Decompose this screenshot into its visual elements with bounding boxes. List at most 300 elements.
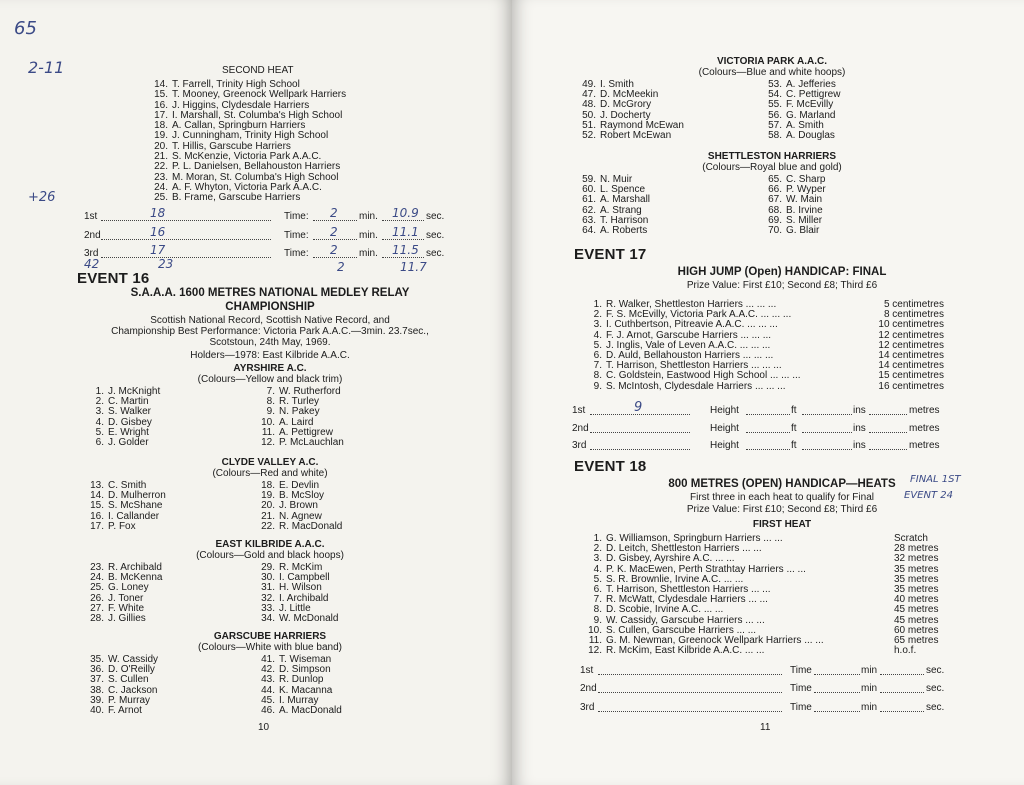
height-dots	[746, 424, 790, 433]
entry-name: F. J. Arnot, Garscube Harriers ... ... ...	[606, 329, 772, 341]
result-dots	[101, 231, 271, 240]
entry-number: 16.	[154, 99, 168, 111]
team-colours: (Colours—White with blue band)	[198, 642, 342, 653]
entry-handicap: 40 metres	[894, 594, 939, 606]
runner-number: 4.	[95, 416, 104, 428]
handwritten-note-side: +26	[28, 190, 56, 205]
runner-number: 48.	[582, 99, 596, 111]
second-heat-title: SECOND HEAT	[222, 65, 294, 76]
min-label: min	[861, 702, 878, 713]
entry-name: P. K. MacEwen, Perth Strathtay Harriers ... ...	[606, 563, 806, 575]
page-11	[512, 0, 1024, 785]
runner-name: N. Pakey	[279, 406, 320, 418]
team-col-1	[84, 481, 166, 532]
event-17-prize: Prize Value: First £10; Second £8; Third £6	[686, 280, 878, 291]
runner-name: J. Docherty	[600, 109, 651, 121]
handwritten-note-top: 65	[14, 18, 37, 39]
result-place: 2nd	[580, 683, 597, 694]
entry-handicap: h.o.f.	[894, 645, 917, 657]
runner-name: A. MacDonald	[279, 704, 342, 716]
entry-number: 12.	[588, 645, 602, 657]
result-place: 1st	[572, 405, 586, 416]
runner-name: K. Macanna	[279, 684, 333, 696]
team-col-2	[255, 655, 342, 716]
ins-label: ins	[853, 423, 866, 434]
runner-number: 39.	[90, 694, 104, 706]
runner-name: D. Mulherron	[108, 490, 166, 502]
runner-name: N. Muir	[600, 174, 633, 185]
sec-label: sec.	[426, 248, 445, 259]
ft-label: ft	[791, 405, 797, 416]
list-item	[255, 614, 338, 624]
runner-name: S. Miller	[786, 214, 823, 226]
runner-name: T. Harrison	[600, 214, 649, 226]
runner-number: 35.	[90, 654, 104, 665]
list-item	[255, 706, 342, 716]
handwritten-total-c: 2	[337, 260, 345, 274]
entry-handicap: 32 metres	[894, 553, 939, 565]
entry-number: 14.	[154, 79, 168, 90]
runner-number: 13.	[90, 480, 104, 491]
result-dots	[598, 703, 782, 712]
runner-name: C. Jackson	[108, 684, 158, 696]
result-place: 1st	[580, 665, 594, 676]
entry-number: 18.	[154, 120, 168, 132]
handwritten-sec: 11.5	[392, 243, 419, 257]
min-dots	[880, 666, 924, 675]
team-name: SHETTLESTON HARRIERS	[707, 151, 837, 162]
entry-number: 21.	[154, 151, 168, 163]
team-name: GARSCUBE HARRIERS	[213, 631, 327, 642]
runner-name: J. Brown	[279, 500, 318, 512]
entry-number: 8.	[593, 604, 602, 616]
list-item	[84, 614, 162, 624]
entry-handicap: Scratch	[894, 533, 928, 544]
list-item	[84, 706, 158, 716]
runner-number: 51.	[582, 119, 596, 131]
entry-number: 1.	[593, 299, 602, 310]
list-item	[255, 522, 342, 532]
entry-name: R. McWatt, Clydesdale Harriers ... ...	[606, 594, 768, 606]
runner-name: I. Callander	[108, 510, 160, 522]
handwritten-total-d: 11.7	[400, 260, 427, 274]
team-name: CLYDE VALLEY A.C.	[221, 457, 319, 468]
runner-number: 46.	[261, 704, 275, 716]
runner-number: 68.	[768, 204, 782, 216]
runner-name: W. McDonald	[279, 612, 339, 624]
entry-name: J. Inglis, Vale of Leven A.A.C. ... ... ...	[606, 339, 771, 351]
entry-name: I. Cuthbertson, Pitreavie A.A.C. ... ... ...	[606, 319, 778, 331]
team-colours: (Colours—Blue and white hoops)	[698, 67, 846, 78]
runner-name: P. Fox	[108, 520, 136, 532]
runner-number: 36.	[90, 664, 104, 676]
runner-number: 23.	[90, 562, 104, 573]
ins-dots	[869, 441, 907, 450]
runner-name: D. Gisbey	[108, 416, 152, 428]
runner-number: 12.	[261, 436, 275, 448]
runner-number: 34.	[261, 612, 275, 624]
runner-name: E. Devlin	[279, 480, 320, 491]
entry-handicap: 16 centimetres	[878, 380, 944, 392]
time-dots	[814, 684, 860, 693]
entry-handicap: 35 metres	[894, 584, 939, 595]
entry-name: G. M. Newman, Greenock Wellpark Harriers ... ...	[606, 635, 824, 646]
min-dots	[880, 703, 924, 712]
runner-number: 62.	[582, 204, 596, 216]
runner-number: 28.	[90, 612, 104, 624]
runner-name: F. Arnot	[108, 704, 142, 716]
entry-name: R. McKim, East Kilbride A.A.C. ... ...	[606, 645, 765, 657]
runner-name: C. Martin	[108, 396, 149, 408]
runner-number: 17.	[90, 520, 104, 532]
runner-number: 15.	[90, 500, 104, 512]
runner-number: 26.	[90, 592, 104, 604]
runner-name: S. McShane	[108, 500, 163, 512]
entry-handicap: 12 centimetres	[878, 329, 944, 341]
entry-number: 3.	[593, 553, 602, 565]
entry-name: P. L. Danielsen, Bellahouston Harriers	[172, 161, 341, 173]
page-number-11: 11	[760, 722, 771, 733]
runner-name: W. Main	[786, 194, 823, 206]
entry-name: A. F. Whyton, Victoria Park A.A.C.	[172, 181, 322, 193]
runner-name: J. McKnight	[108, 386, 161, 397]
runner-number: 18.	[261, 480, 275, 491]
runner-number: 29.	[261, 562, 275, 573]
handwritten-note-heat: 2-11	[28, 58, 65, 77]
runner-name: B. Irvine	[786, 204, 823, 216]
runner-number: 57.	[768, 119, 782, 131]
runner-number: 55.	[768, 99, 782, 111]
list-item	[576, 226, 650, 236]
runner-name: D. McGrory	[600, 99, 652, 111]
runner-name: R. Archibald	[108, 562, 162, 573]
entry-number: 11.	[588, 635, 602, 646]
result-dots	[101, 212, 271, 221]
runner-number: 42.	[261, 664, 275, 676]
runner-number: 27.	[90, 602, 104, 614]
height-dots	[746, 406, 790, 415]
team-name: VICTORIA PARK A.A.C.	[716, 56, 827, 67]
handwritten-total-b: 23	[158, 257, 174, 271]
team-name: AYRSHIRE A.C.	[233, 363, 307, 374]
runner-name: F. White	[108, 602, 145, 614]
entry-number: 7.	[593, 594, 602, 606]
entry-number: 7.	[593, 360, 602, 372]
entry-number: 5.	[593, 339, 602, 351]
runner-number: 69.	[768, 214, 782, 226]
event-17-label: EVENT 17	[574, 246, 647, 263]
ins-dots	[869, 406, 907, 415]
list-item	[762, 226, 826, 236]
team-col-2	[762, 175, 826, 236]
ft-label: ft	[791, 423, 797, 434]
entry-handicap: 14 centimetres	[878, 360, 944, 372]
runner-name: I. Archibald	[279, 592, 329, 604]
ft-dots	[802, 424, 852, 433]
runner-name: A. Roberts	[600, 224, 648, 236]
entry-name: D. Gisbey, Ayrshire A.C. ... ...	[606, 553, 735, 565]
runner-number: 45.	[261, 694, 275, 706]
height-label: Height	[710, 423, 739, 434]
ft-dots	[802, 406, 852, 415]
entry-handicap: 45 metres	[894, 614, 939, 626]
runner-name: R. Dunlop	[279, 674, 324, 686]
runner-number: 65.	[768, 174, 782, 185]
runner-name: C. Sharp	[786, 174, 826, 185]
sec-label: sec.	[426, 230, 445, 241]
runner-name: L. Spence	[600, 184, 646, 196]
runner-number: 37.	[90, 674, 104, 686]
ins-label: ins	[853, 440, 866, 451]
entry-number: 22.	[154, 161, 168, 173]
handwritten-final-note: FINAL 1ST	[910, 474, 961, 485]
runner-name: P. McLauchlan	[279, 436, 344, 448]
runner-name: R. McKim	[279, 562, 323, 573]
runner-name: J. Gillies	[108, 612, 146, 624]
runner-name: C. Pettigrew	[786, 89, 841, 101]
runner-name: G. Blair	[786, 224, 820, 236]
runner-name: G. Marland	[786, 109, 836, 121]
min-label: min.	[359, 211, 378, 222]
result-place: 2nd	[572, 423, 589, 434]
runner-number: 41.	[261, 654, 275, 665]
runner-number: 63.	[582, 214, 596, 226]
time-dots	[814, 666, 860, 675]
runner-name: T. Wiseman	[279, 654, 332, 665]
handwritten-place: 17	[150, 243, 166, 257]
entry-handicap: 65 metres	[894, 635, 939, 646]
ft-dots	[802, 441, 852, 450]
runner-name: A. Pettigrew	[279, 426, 333, 438]
entry-number: 15.	[154, 89, 168, 101]
height-label: Height	[710, 440, 739, 451]
entry-name: S. Cullen, Garscube Harriers ... ...	[606, 624, 757, 636]
runner-number: 1.	[95, 386, 104, 397]
runner-name: J. Toner	[108, 592, 144, 604]
event-16-title: S.A.A.A. 1600 METRES NATIONAL MEDLEY RELAY	[130, 287, 410, 299]
runner-number: 52.	[582, 129, 596, 141]
entry-number: 2.	[593, 543, 602, 555]
runner-number: 54.	[768, 89, 782, 101]
runner-number: 43.	[261, 674, 275, 686]
runner-number: 40.	[90, 704, 104, 716]
event-16-record-1: Scottish National Record, Scottish Native Record, and	[150, 315, 390, 326]
runner-number: 67.	[768, 194, 782, 206]
runner-number: 56.	[768, 109, 782, 121]
time-label: Time	[790, 665, 812, 676]
runner-number: 14.	[90, 490, 104, 502]
entry-name: R. Walker, Shettleston Harriers ... ... ...	[606, 299, 777, 310]
event-17-title: HIGH JUMP (Open) HANDICAP: FINAL	[677, 266, 887, 278]
handwritten-min: 2	[330, 225, 338, 239]
entry-number: 23.	[154, 171, 168, 183]
runner-number: 38.	[90, 684, 104, 696]
entry-handicap: 14 centimetres	[878, 350, 944, 361]
entry-number: 5.	[593, 573, 602, 585]
team-colours: (Colours—Yellow and black trim)	[197, 374, 343, 385]
runner-number: 50.	[582, 109, 596, 121]
entry-number: 19.	[154, 130, 168, 142]
entry-number: 3.	[593, 319, 602, 331]
runner-name: I. Smith	[600, 79, 634, 90]
team-col-2	[762, 80, 840, 141]
min-label: min	[861, 665, 878, 676]
handwritten-event-note: EVENT 24	[904, 490, 953, 501]
runner-name: J. Little	[279, 602, 311, 614]
ft-label: ft	[791, 440, 797, 451]
runner-name: P. Wyper	[786, 184, 826, 196]
result-place: 2nd	[84, 230, 101, 241]
runner-number: 47.	[582, 89, 596, 101]
event-18-label: EVENT 18	[574, 458, 647, 475]
runner-name: A. Marshall	[600, 194, 651, 206]
entry-number: 1.	[593, 533, 602, 544]
entry-name: T. Mooney, Greenock Wellpark Harriers	[172, 89, 347, 101]
entry-handicap: 12 centimetres	[878, 339, 944, 351]
runner-name: W. Cassidy	[108, 654, 159, 665]
entry-number: 4.	[593, 329, 602, 341]
height-dots	[746, 441, 790, 450]
entry-handicap: 45 metres	[894, 604, 939, 616]
runner-name: S. Cullen	[108, 674, 149, 686]
entry-number: 24.	[154, 181, 168, 193]
entry-number: 10.	[588, 624, 602, 636]
list-item	[576, 131, 684, 141]
runner-number: 24.	[90, 572, 104, 584]
entry-name: A. Callan, Springburn Harriers	[172, 120, 306, 132]
handwritten-min: 2	[330, 206, 338, 220]
runner-number: 10.	[261, 416, 275, 428]
list-item	[84, 522, 166, 532]
event-18-first-heat: FIRST HEAT	[752, 519, 812, 530]
entry-number: 6.	[593, 584, 602, 595]
runner-number: 30.	[261, 572, 275, 584]
entry-name: W. Cassidy, Garscube Harriers ... ...	[606, 614, 765, 626]
runner-name: B. McKenna	[108, 572, 163, 584]
ins-label: ins	[853, 405, 866, 416]
event-18-prize: Prize Value: First £10; Second £8; Third £6	[686, 504, 878, 515]
runner-number: 20.	[261, 500, 275, 512]
time-dots	[814, 703, 860, 712]
runner-number: 3.	[95, 406, 104, 418]
runner-number: 59.	[582, 174, 596, 185]
runner-number: 49.	[582, 79, 596, 90]
runner-number: 8.	[266, 396, 275, 408]
runner-name: G. Loney	[108, 582, 149, 594]
runner-name: D. Simpson	[279, 664, 331, 676]
event-16-record-2: Championship Best Performance: Victoria Park A.A.C.—3min. 23.7sec.,	[111, 326, 429, 337]
event-16-title-line2: CHAMPIONSHIP	[225, 301, 315, 313]
runner-number: 19.	[261, 490, 275, 502]
min-label: min.	[359, 230, 378, 241]
event-18-title: 800 METRES (OPEN) HANDICAP—HEATS	[668, 478, 896, 490]
entry-name: M. Moran, St. Columba's High School	[172, 171, 339, 183]
entry-name: S. McIntosh, Clydesdale Harriers ... ... ...	[606, 380, 786, 392]
team-colours: (Colours—Gold and black hoops)	[196, 550, 344, 561]
runner-name: W. Rutherford	[279, 386, 341, 397]
runner-number: 11.	[261, 426, 275, 438]
list-item	[84, 438, 160, 448]
runner-number: 70.	[768, 224, 782, 236]
team-name: EAST KILBRIDE A.A.C.	[215, 539, 325, 550]
handwritten-sec: 10.9	[392, 206, 419, 220]
entry-name: D. Leitch, Shettleston Harriers ... ...	[606, 543, 762, 555]
entry-handicap: 10 centimetres	[878, 319, 944, 331]
runner-number: 44.	[261, 684, 275, 696]
result-place: 1st	[84, 211, 98, 222]
runner-number: 6.	[95, 436, 104, 448]
runner-name: I. Campbell	[279, 572, 330, 584]
runner-number: 7.	[266, 386, 275, 397]
runner-name: A. Strang	[600, 204, 642, 216]
min-dots	[880, 684, 924, 693]
runner-name: R. Turley	[279, 396, 320, 408]
result-place: 3rd	[572, 440, 587, 451]
runner-name: H. Wilson	[279, 582, 322, 594]
sec-label: sec.	[926, 683, 945, 694]
time-label: Time	[790, 683, 812, 694]
entry-number: 4.	[593, 563, 602, 575]
result-dots	[598, 666, 782, 675]
runner-number: 21.	[261, 510, 275, 522]
team-col-2	[255, 481, 342, 532]
runner-number: 32.	[261, 592, 275, 604]
time-label: Time:	[284, 230, 309, 241]
team-col-1	[84, 655, 158, 716]
time-label: Time:	[284, 248, 309, 259]
entry-handicap: 8 centimetres	[883, 309, 944, 321]
runner-name: A. Laird	[279, 416, 314, 428]
runner-number: 2.	[95, 396, 104, 408]
sec-label: sec.	[926, 665, 945, 676]
time-label: Time	[790, 702, 812, 713]
team-col-1	[84, 387, 160, 448]
entry-handicap: 35 metres	[894, 563, 939, 575]
height-label: Height	[710, 405, 739, 416]
runner-number: 5.	[95, 426, 104, 438]
entry-name: D. Auld, Bellahouston Harriers ... ... ...	[606, 350, 774, 361]
event-18-qualify: First three in each heat to qualify for Final	[690, 492, 874, 503]
runner-name: P. Murray	[108, 694, 151, 706]
entry-number: 8.	[593, 370, 602, 382]
runner-number: 25.	[90, 582, 104, 594]
entry-name: D. Scobie, Irvine A.C. ... ...	[606, 604, 724, 616]
runner-name: B. McSloy	[279, 490, 325, 502]
runner-name: N. Agnew	[279, 510, 322, 522]
handwritten-sec: 11.1	[392, 225, 419, 239]
min-label: min	[861, 683, 878, 694]
runner-name: E. Wright	[108, 426, 149, 438]
runner-number: 64.	[582, 224, 596, 236]
runner-number: 66.	[768, 184, 782, 196]
entry-handicap: 35 metres	[894, 573, 939, 585]
result-place: 3rd	[84, 248, 99, 259]
entry-name: J. Cunningham, Trinity High School	[172, 130, 329, 142]
event-16-record-3: Scotstoun, 24th May, 1969.	[209, 337, 331, 348]
entry-name: C. Goldstein, Eastwood High School ... ... ...	[606, 370, 801, 382]
entry-number: 9.	[593, 614, 602, 626]
team-col-2	[255, 387, 344, 448]
team-col-1	[576, 80, 684, 141]
min-label: min.	[359, 248, 378, 259]
team-col-1	[576, 175, 650, 236]
runner-number: 60.	[582, 184, 596, 196]
metres-label: metres	[909, 423, 940, 434]
runner-name: C. Smith	[108, 480, 147, 491]
runner-name: A. Douglas	[786, 129, 835, 141]
runner-name: Robert McEwan	[600, 129, 672, 141]
runner-number: 9.	[266, 406, 275, 418]
